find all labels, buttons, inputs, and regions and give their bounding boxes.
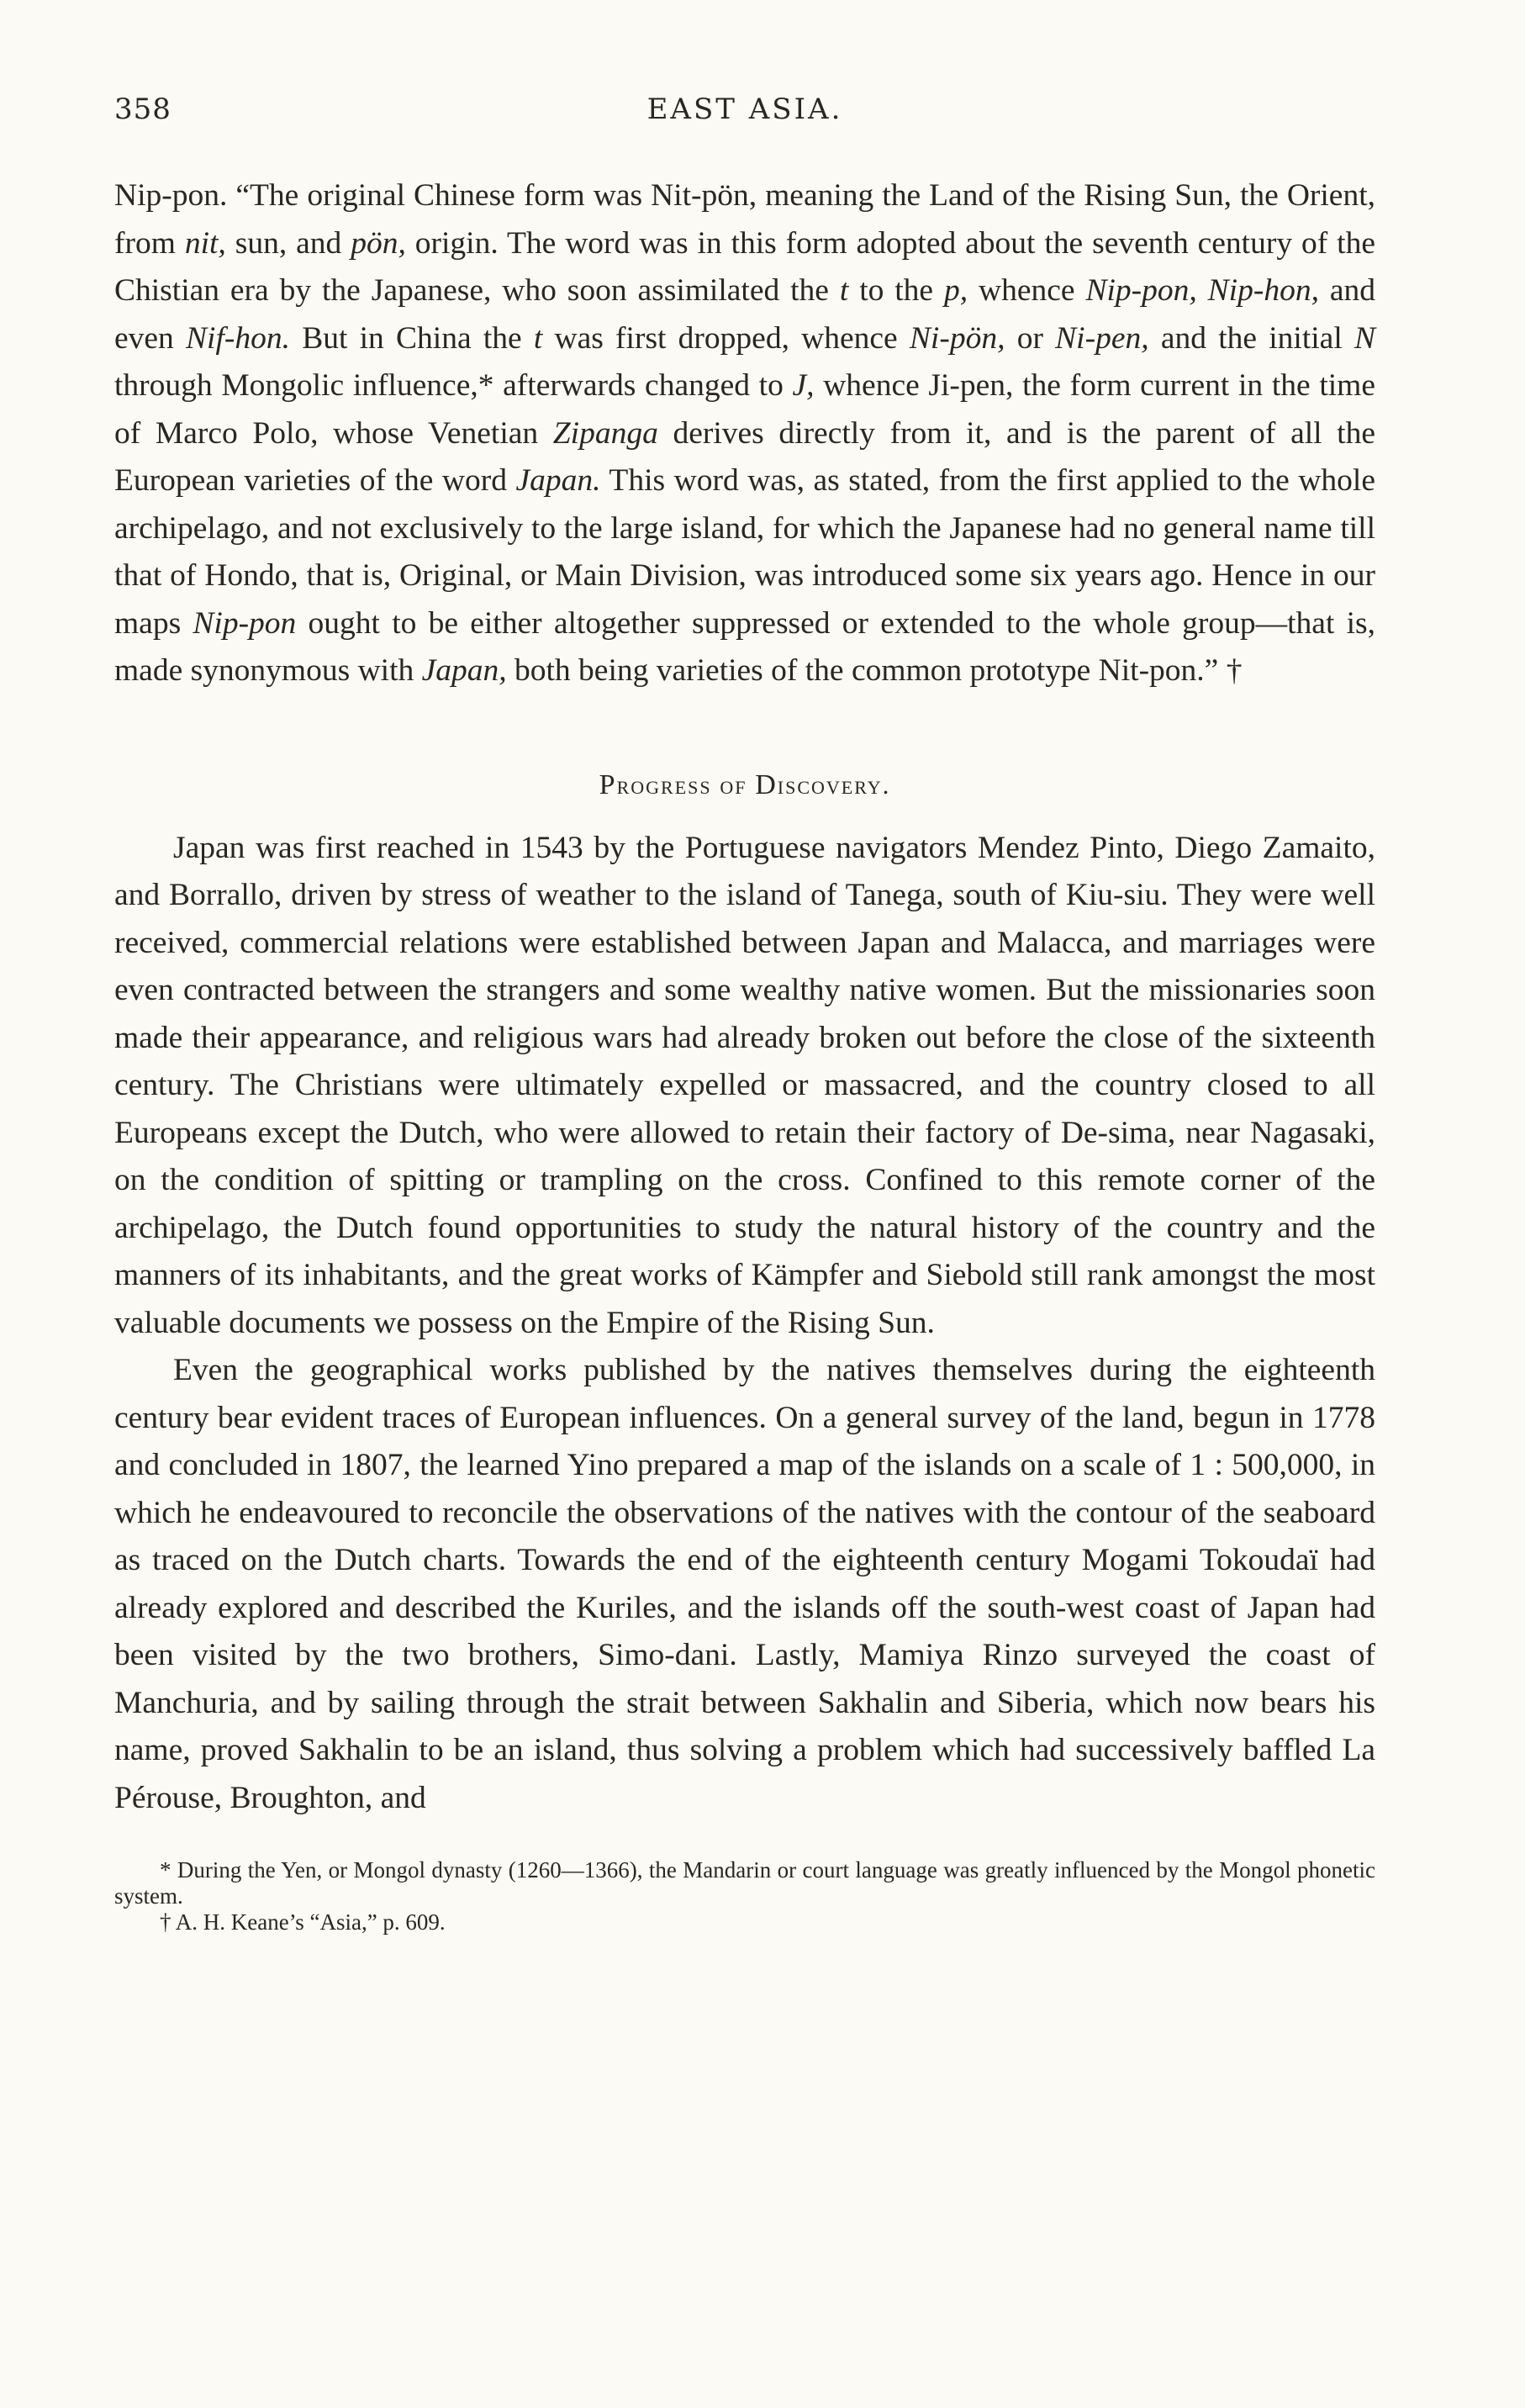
section-heading-progress-of-discovery: Progress of Discovery. (599, 768, 891, 800)
footnotes (114, 1857, 1375, 1935)
running-title: EAST ASIA. (646, 92, 843, 126)
paragraph-native-geography: Even the geographical works published by the natives themselves during the eighteenth century bear evident traces of European influences. On a general survey of the land, begun in 1778 and concluded in 1807, the learned Yino prepared a map of the islands on a scale of 1 : 500,000, in which he endeavoured to reconcile the observations of the natives with the contour of the seaboard as traced on the Dutch charts. Towards the end of the eighteenth century Mogami Tokoudaï had already explored and described the Kuriles, and the islands off the south-west coast of Japan had been visited by the two brothers, Simo-dani. Lastly, Mamiya Rinzo surveyed the coast of Manchuria, and by sailing through the strait between Sakhalin and Siberia, which now bears his name, proved Sakhalin to be an island, thus solving a problem which had successively baffled La Pérouse, Broughton, and (114, 1353, 1375, 1815)
paragraph-first-contact: Japan was first reached in 1543 by the Portuguese navigators Mendez Pinto, Diego Zamaito, and Borrallo, driven by stress of weather to the island of Tanega, south of Kiu-siu. They were well received, commercial relations were established between Japan and Malacca, and marriages were even contracted between the strangers and some wealthy native women. But the missionaries soon made their appearance, and religious wars had already broken out before the close of the sixteenth century. The Christians were ultimately expelled or massacred, and the country closed to all Europeans except the Dutch, who were allowed to retain their factory of De-sima, near Nagasaki, on the condition of spitting or trampling on the cross. Confined to this remote corner of the archipelago, the Dutch found opportunities to study the natural history of the country and the manners of its inhabitants, and the great works of Kämpfer and Siebold still rank amongst the most valuable documents we possess on the Empire of the Rising Sun. (114, 830, 1375, 1340)
paragraph-nippon-etymology: Nip-pon. “The original Chinese form was Nit-pön, meaning the Land of the Rising Sun, the Orient, from nit, sun, and pön, origin. The word was in this form adopted about the seventh century of the Chistian era by the Japanese, who soon assimilated the t to the p, whence Nip-pon, Nip-hon, and even Nif-hon. But in China the t was first dropped, whence Ni-pön, or Ni-pen, and the initial N through Mongolic influence,* afterwards changed to J, whence Ji-pen, the form current in the time of Marco Polo, whose Venetian Zipanga derives directly from it, and is the parent of all the European varieties of the word Japan. This word was, as stated, from the first applied to the whole archipelago, and not exclusively to the large island, for which the Japanese had no general name till that of Hondo, that is, Original, or Main Division, was introduced some six years ago. Hence in our maps Nip-pon ought to be either altogether suppressed or extended to the whole group—that is, made synonymous with Japan, both being varieties of the common prototype Nit-pon.” † (114, 178, 1376, 688)
running-head (114, 92, 1375, 135)
footnote-keane-asia: † A. H. Keane’s “Asia,” p. 609. (160, 1909, 446, 1935)
page-number: 358 (114, 92, 171, 126)
book-page (114, 92, 1375, 1935)
footnote-mongol-dynasty: * During the Yen, or Mongol dynasty (1260—1366), the Mandarin or court language was greatly influenced by the Mongol phonetic system. (114, 1857, 1375, 1909)
